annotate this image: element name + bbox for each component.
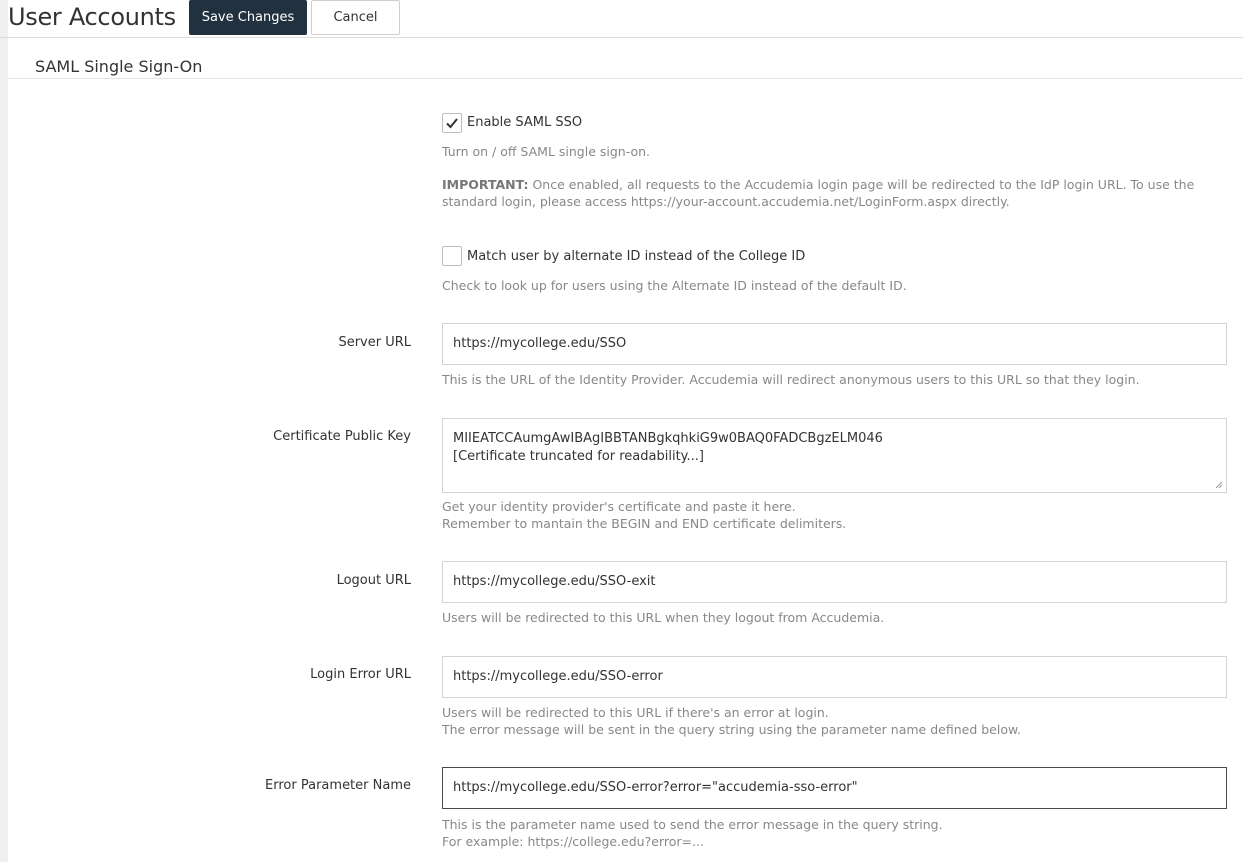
server-url-input[interactable]: https://mycollege.edu/SSO [442,323,1227,365]
logout-url-help: Users will be redirected to this URL when they logout from Accudemia. [442,610,885,625]
enable-saml-sso-help: Turn on / off SAML single sign-on. [442,144,650,159]
certificate-line-2: [Certificate truncated for readability...] [453,449,704,464]
alternate-id-checkbox[interactable] [442,246,462,266]
enable-saml-sso-label: Enable SAML SSO [467,115,583,130]
checkmark-icon [445,116,459,130]
page-header [0,0,1243,38]
login-error-url-help-line-1: Users will be redirected to this URL if there's an error at login. [442,705,829,720]
login-error-url-label: Login Error URL [310,667,411,682]
error-parameter-input[interactable]: https://mycollege.edu/SSO-error?error="accudemia-sso-error" [442,767,1227,809]
enable-saml-sso-checkbox[interactable] [442,113,462,133]
save-changes-button[interactable]: Save Changes [189,0,307,35]
cancel-button[interactable]: Cancel [311,0,400,35]
error-parameter-help-line-1: This is the parameter name used to send the error message in the query string. [442,817,943,832]
important-prefix: IMPORTANT: [442,177,529,192]
page-title: User Accounts [8,3,176,31]
certificate-line-1: MIIEATCCAumgAwIBAgIBBTANBgkqhkiG9w0BAQ0FADCBgzELM046 [453,431,883,446]
section-divider [8,78,1243,79]
logout-url-label: Logout URL [336,573,411,588]
alternate-id-help: Check to look up for users using the Alternate ID instead of the default ID. [442,278,907,293]
left-rail [0,0,8,862]
certificate-textarea[interactable] [442,418,1227,493]
certificate-help-line-2: Remember to mantain the BEGIN and END certificate delimiters. [442,516,847,531]
login-error-url-help [442,704,1021,738]
alternate-id-label: Match user by alternate ID instead of the College ID [467,249,806,264]
server-url-label: Server URL [338,335,411,350]
login-error-url-input[interactable]: https://mycollege.edu/SSO-error [442,656,1227,698]
resize-grip-icon[interactable] [1214,480,1223,489]
server-url-help: This is the URL of the Identity Provider. Accudemia will redirect anonymous users to this URL so that they login. [442,372,1140,387]
certificate-label: Certificate Public Key [273,429,411,444]
error-parameter-help [442,816,943,850]
important-line-1: Once enabled, all requests to the Accudemia login page will be redirected to the IdP login URL. To use the [528,177,1195,192]
error-parameter-label: Error Parameter Name [265,778,411,793]
logout-url-input[interactable]: https://mycollege.edu/SSO-exit [442,561,1227,603]
certificate-help [442,498,846,532]
important-note [442,176,1194,210]
error-parameter-help-line-2: For example: https://college.edu?error=... [442,834,704,849]
section-title: SAML Single Sign-On [35,57,203,76]
certificate-help-line-1: Get your identity provider's certificate and paste it here. [442,499,796,514]
important-line-2: standard login, please access https://your-account.accudemia.net/LoginForm.aspx directly. [442,194,1010,209]
login-error-url-help-line-2: The error message will be sent in the query string using the parameter name defined below. [442,722,1022,737]
